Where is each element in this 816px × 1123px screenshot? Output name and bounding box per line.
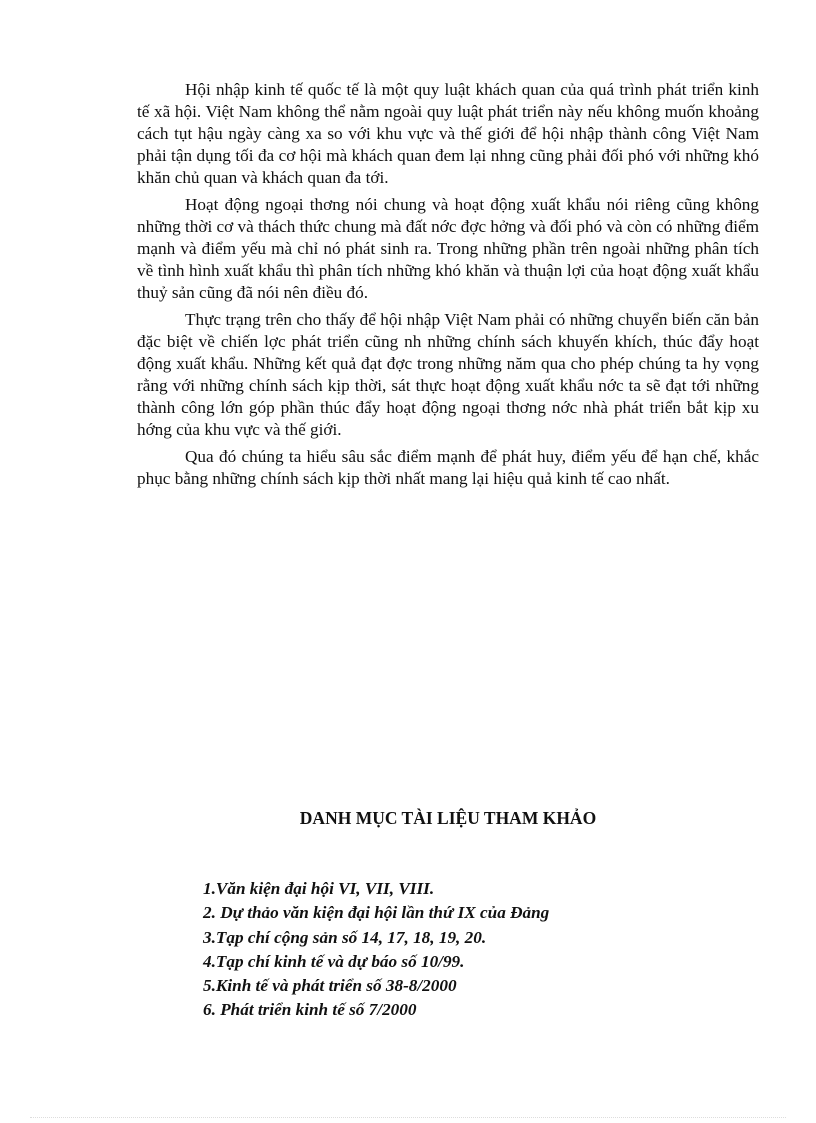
reference-item: 4.Tạp chí kinh tế và dự báo số 10/99. [203,951,465,971]
references-heading: DANH MỤC TÀI LIỆU THAM KHẢO [299,808,597,828]
paragraph-3: Thực trạng trên cho thấy để hội nhập Việt Nam phải có những chuyển biến căn bản đặc biệt về chiến lợc phát triển cũng nh những chính sách khuyến khích, thúc đẩy hoạt động xuất khẩu. Những kết quả đạt đợc trong những năm qua cho phép chúng ta hy vọng rằng với những chính sách kịp thời, sát thực hoạt động xuất khẩu nớc ta sẽ đạt tới những thành công lớn góp phần thúc đẩy hoạt động ngoại thơng nớc nhà phát triển bắt kịp xu hớng của khu vực và thế giới. [137,310,759,439]
reference-item: 6. Phát triển kinh tế số 7/2000 [203,1000,417,1020]
paragraph-1: Hội nhập kinh tế quốc tế là một quy luật khách quan của quá trình phát triển kinh tế xã hội. Việt Nam không thể nằm ngoài quy luật phát triển này nếu không muốn khoảng cách tụt hậu ngày càng xa so với khu vực và thế giới để hội nhập thành công Việt Nam phải tận dụng tối đa cơ hội mà khách quan đem lại nhng cũng phải đối phó với những khó khăn chủ quan và khách quan đa tới. [137,80,759,187]
paragraph-4: Qua đó chúng ta hiểu sâu sắc điểm mạnh để phát huy, điểm yếu để hạn chế, khắc phục bằng những chính sách kịp thời nhất mang lại hiệu quả kinh tế cao nhất. [137,447,759,488]
reference-item: 3.Tạp chí cộng sản số 14, 17, 18, 19, 20. [203,927,487,947]
conclusion-section [137,79,759,495]
reference-item: 5.Kinh tế và phát triển số 38-8/2000 [203,976,457,996]
reference-item: 2. Dự thảo văn kiện đại hội lần thứ IX của Đảng [203,903,550,923]
reference-item: 1.Văn kiện đại hội VI, VII, VIII. [203,879,435,898]
paragraph-2: Hoạt động ngoại thơng nói chung và hoạt động xuất khẩu nói riêng cũng không những thời cơ và thách thức chung mà đất nớc đợc hởng và đối phó và còn có những điểm mạnh và điểm yếu mà chỉ nó phát sinh ra. Trong những phần trên ngoài những phân tích về tình hình xuất khẩu thì phân tích những khó khăn và thuận lợi của hoạt động xuất khẩu thuỷ sản cũng đã nói nên điều đó. [137,195,759,302]
references-list [203,877,549,1023]
page-bottom-divider [30,1117,786,1118]
